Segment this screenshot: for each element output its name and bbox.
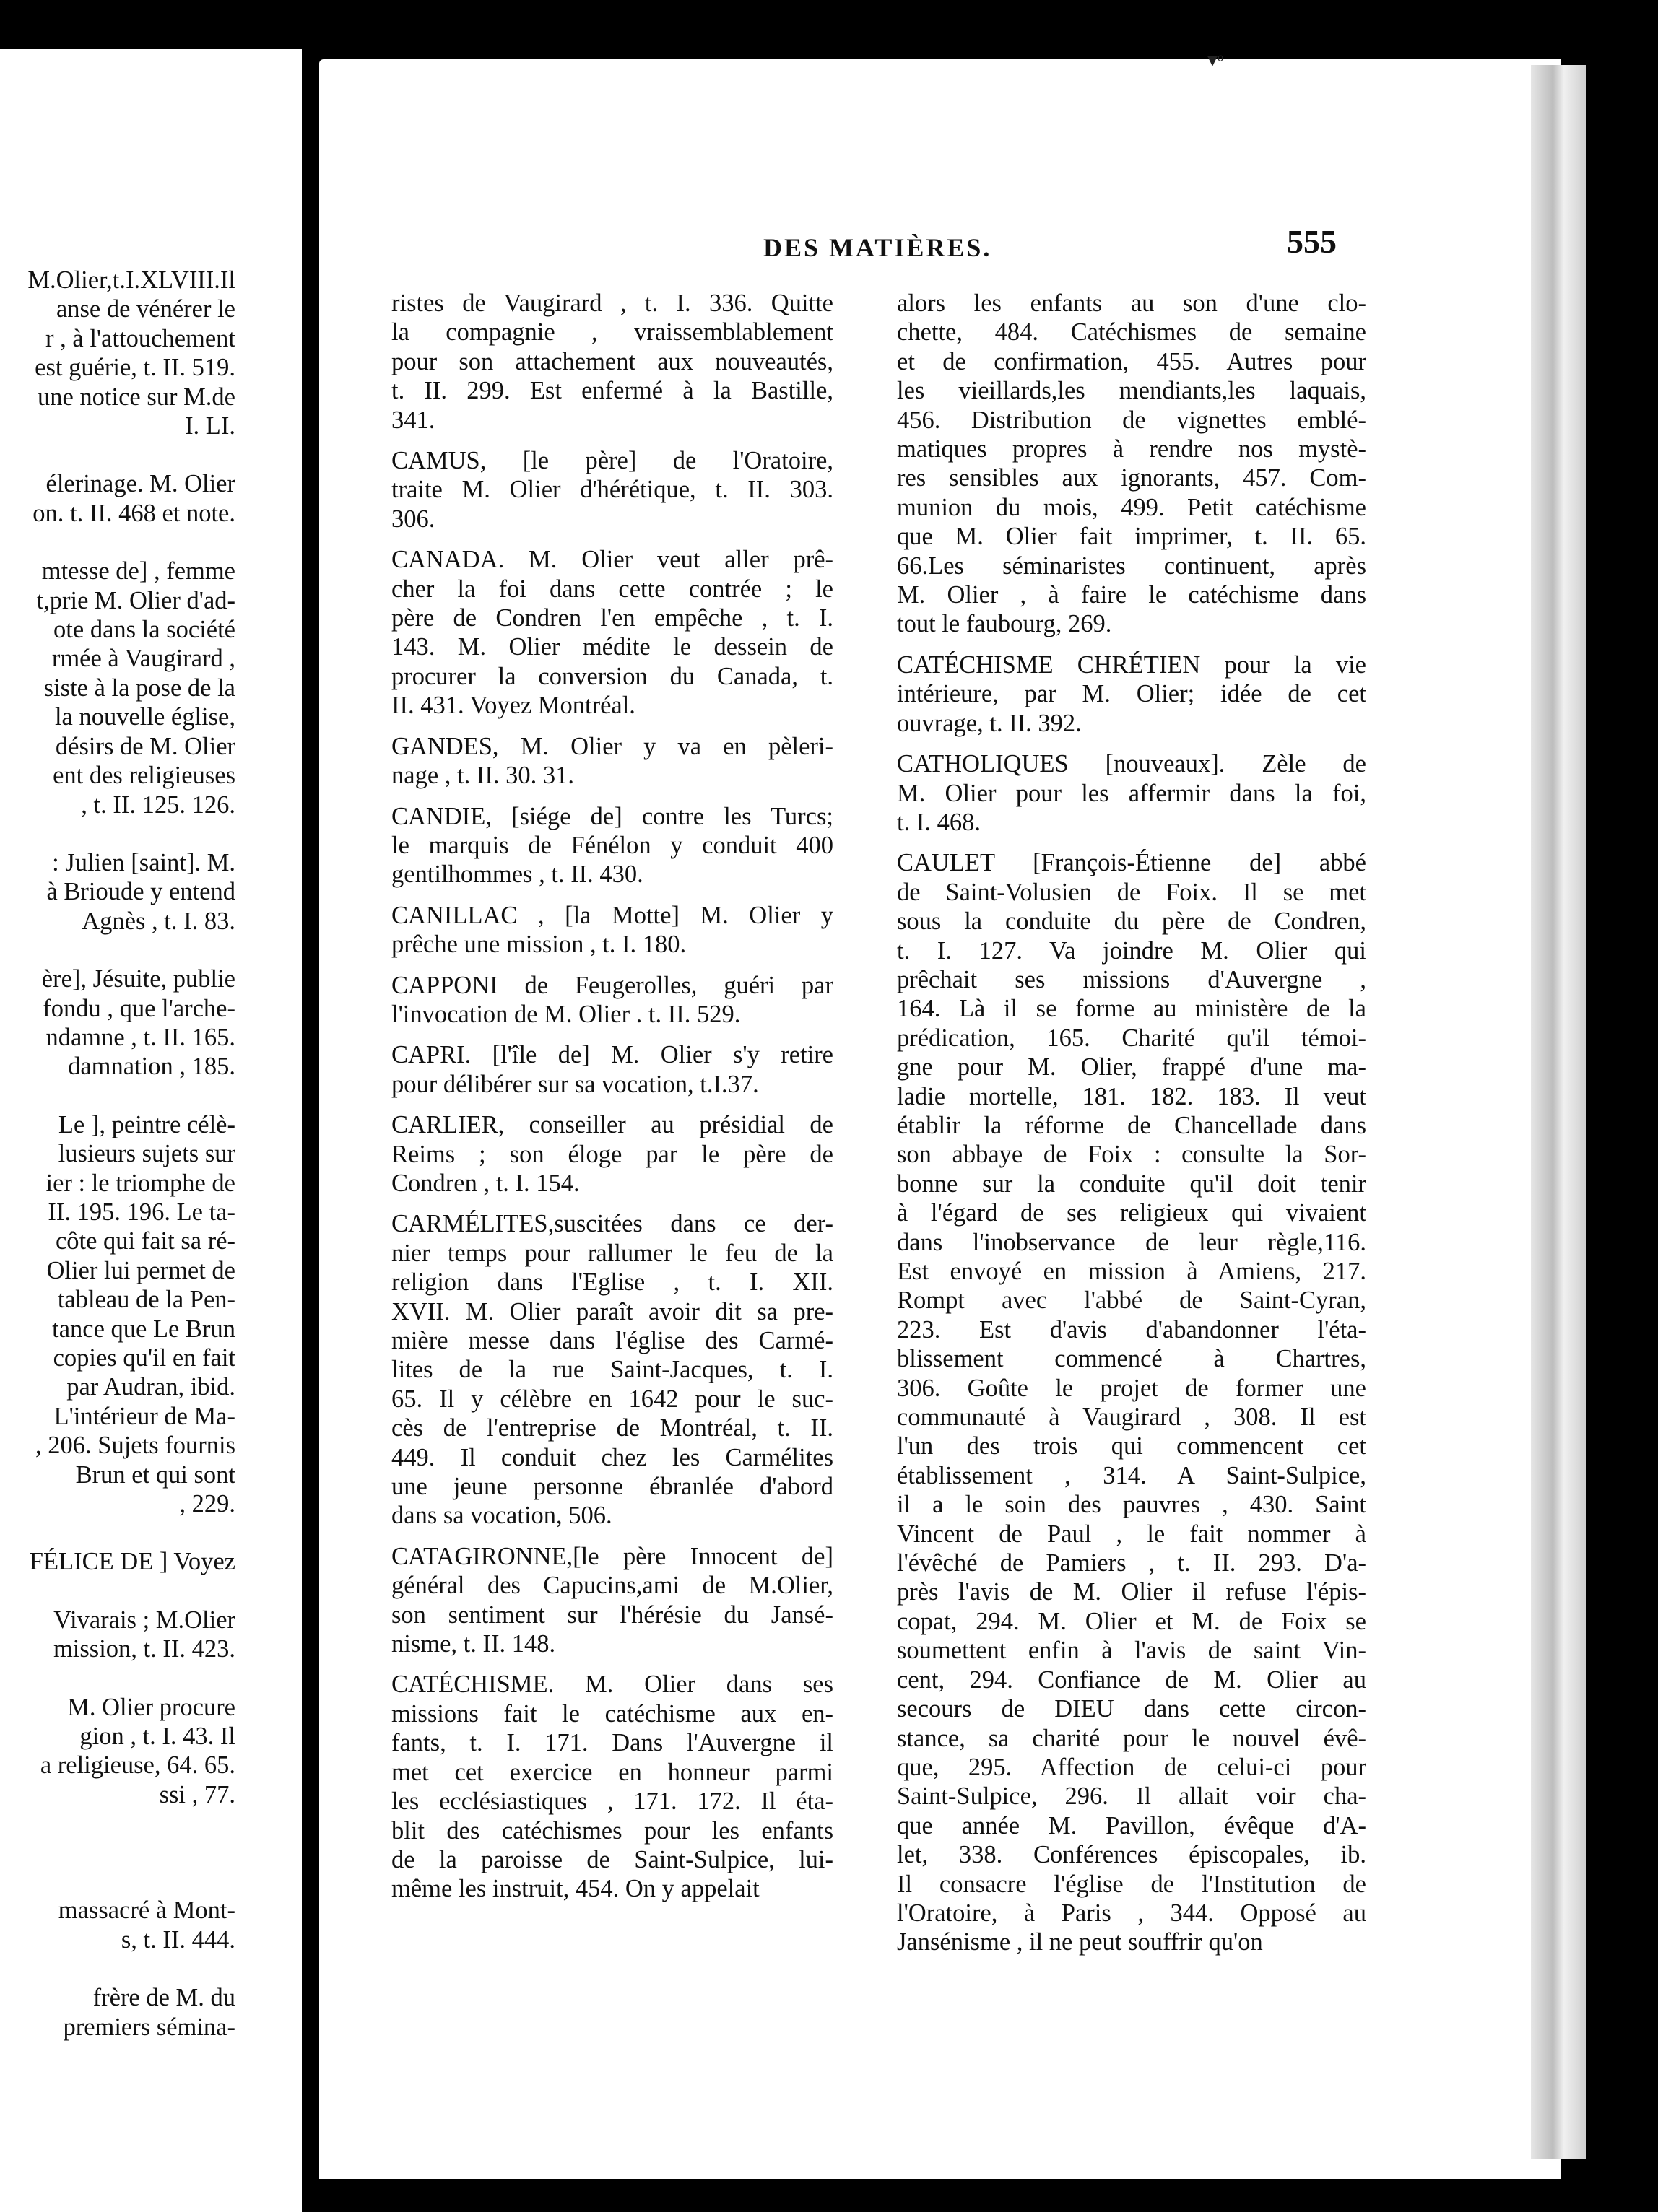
left-column-line-text: Brun et qui sont [75, 1460, 235, 1489]
left-column-line [0, 295, 235, 323]
index-entry [897, 289, 1366, 639]
left-column-line-text: tableau de la Pen- [57, 1286, 235, 1314]
left-column-line-text: élerinage. M. Olier [45, 470, 235, 498]
left-column-line [0, 324, 235, 353]
left-column-line [0, 499, 235, 528]
left-column-line-text: gion , t. I. 43. Il [79, 1723, 235, 1751]
index-entry-line: général des Capucins,ami de M.Olier, [391, 1572, 833, 1600]
left-column-line-text: a religieuse, 64. 65. [40, 1751, 235, 1780]
left-column-line [0, 994, 235, 1023]
index-entry-line: Jansénisme , il ne peut souffrir qu'on [897, 1928, 1263, 1956]
index-entry-line: matiques propres à rendre nos mystè- [897, 435, 1366, 463]
index-entry [391, 901, 833, 959]
left-column [0, 266, 235, 2042]
left-column-line [0, 1925, 235, 1954]
left-column-line-text: à Brioude y entend [46, 878, 235, 906]
index-entry-line: blissement commencé à Chartres, [897, 1345, 1366, 1373]
left-column-line-text: une notice sur M.de [37, 383, 235, 411]
index-entry-line: ristes de Vaugirard , t. I. 336. Quitte [391, 289, 833, 317]
left-column-line [0, 557, 235, 585]
index-entry-line: CATÉCHISME CHRÉTIEN pour la vie [897, 650, 1366, 679]
left-column-line [0, 1606, 235, 1634]
left-column-line-text: anse de vénérer le [56, 295, 235, 323]
left-column-line [0, 615, 235, 644]
index-entry-line: l'invocation de M. Olier . t. II. 529. [391, 1000, 741, 1028]
index-entry-line: intérieure, par M. Olier; idée de cet [897, 680, 1366, 708]
left-column-line-text: par Audran, ibid. [66, 1373, 235, 1401]
left-column-gap [0, 1954, 235, 1983]
left-column-line [0, 1372, 235, 1401]
index-entry-line: que année M. Pavillon, évêque d'A- [897, 1811, 1366, 1839]
index-entry-line: 164. Là il se forme au ministère de la [897, 995, 1366, 1023]
index-entry-line: 306. Goûte le projet de former une [897, 1374, 1366, 1402]
left-column-line [0, 1693, 235, 1722]
index-entry-line: sous la conduite du père de Condren, [897, 907, 1366, 936]
index-entry-line: dans l'inobservance de leur règle,116. [897, 1228, 1366, 1256]
index-entry-line: lites de la rue Saint-Jacques, t. I. [391, 1356, 833, 1384]
index-entry-line: pour délibérer sur sa vocation, t.I.37. [391, 1070, 759, 1098]
index-entry-line: CAPRI. [l'île de] M. Olier s'y retire [391, 1041, 833, 1069]
page-edge [1531, 65, 1586, 2159]
index-entry [897, 848, 1366, 1956]
left-column-line [0, 1169, 235, 1198]
left-column-line [0, 1489, 235, 1518]
left-column-line [0, 877, 235, 906]
index-entry-line: de la paroisse de Saint-Sulpice, lui- [391, 1845, 833, 1873]
left-column-line [0, 383, 235, 412]
index-entry-line: 66.Les séminaristes continuent, après [897, 552, 1366, 580]
index-entry-line: et de confirmation, 455. Autres pour [897, 347, 1366, 375]
index-entry-line: tout le faubourg, 269. [897, 610, 1112, 638]
index-entry-line: l'Oratoire, à Paris , 344. Opposé au [897, 1899, 1366, 1927]
index-entry-line: CATÉCHISME. M. Olier dans ses [391, 1671, 833, 1699]
left-column-line [0, 1256, 235, 1285]
left-column-line-text: la nouvelle église, [54, 703, 235, 731]
index-entry-line: CARMÉLITES,suscitées dans ce der- [391, 1210, 833, 1238]
left-column-line-text: mtesse de] , femme [41, 557, 235, 585]
left-column-line [0, 1431, 235, 1460]
index-entry-line: procurer la conversion du Canada, t. [391, 662, 833, 690]
index-entry-line: CARLIER, conseiller au présidial de [391, 1111, 833, 1139]
index-entry-line: CATHOLIQUES [nouveaux]. Zèle de [897, 750, 1366, 778]
index-entry-line: l'évêché de Pamiers , t. II. 293. D'a- [897, 1549, 1366, 1577]
left-column-gap [0, 1081, 235, 1110]
index-entry-line: même les instruit, 454. On y appelait [391, 1875, 760, 1903]
left-column-line [0, 1110, 235, 1139]
index-entry-line: Est envoyé en mission à Amiens, 217. [897, 1258, 1366, 1285]
left-column-line-text: ote dans la société [53, 616, 235, 644]
right-page [319, 59, 1561, 2179]
left-column-line-text: ère], Jésuite, publie [41, 965, 235, 993]
left-column-line [0, 266, 235, 295]
index-entry-line: t. I. 127. Va joindre M. Olier qui [897, 936, 1366, 965]
left-column-gap [0, 1838, 235, 1867]
index-entry-line: copat, 294. M. Olier et M. de Foix se [897, 1607, 1366, 1635]
index-entry-line: CANADA. M. Olier veut aller prê- [391, 546, 833, 574]
index-entry-line: son sentiment sur l'hérésie du Jansé- [391, 1601, 833, 1629]
index-entry [391, 1542, 833, 1659]
index-entry-line: que, 295. Affection de celui-ci pour [897, 1753, 1366, 1781]
left-column-line [0, 1983, 235, 2012]
index-entry-line: t. II. 299. Est enfermé à la Bastille, [391, 377, 833, 405]
index-entry [391, 289, 833, 435]
index-entry-line: Il consacre l'église de l'Institution de [897, 1870, 1366, 1898]
left-column-line [0, 1751, 235, 1780]
left-column-gap [0, 440, 235, 469]
left-column-line [0, 1402, 235, 1431]
page-number: 555 [1287, 223, 1337, 260]
index-entry [391, 1040, 833, 1099]
left-column-line [0, 1285, 235, 1314]
index-entry-line: nage , t. II. 30. 31. [391, 762, 574, 790]
left-column-gap [0, 1664, 235, 1693]
index-entry-line: les vieillards,les mendiants,les laquais, [897, 377, 1366, 405]
index-entry-line: pour son attachement aux nouveautés, [391, 347, 833, 375]
index-entry-line: CANDIE, [siége de] contre les Turcs; [391, 802, 833, 830]
left-column-line [0, 791, 235, 819]
left-column-line-text: r , à l'attouchement [45, 324, 235, 352]
left-column-line [0, 644, 235, 673]
index-entry [391, 732, 833, 791]
left-column-line [0, 2013, 235, 2042]
left-column-line-text: Vivarais ; M.Olier [53, 1606, 235, 1634]
running-head: DES MATIÈRES. [763, 233, 992, 262]
left-column-line-text: , t. II. 125. 126. [81, 791, 235, 819]
index-entry-line: 223. Est d'avis d'abandonner l'éta- [897, 1315, 1366, 1344]
index-entry-line: gne pour M. Olier, frappé d'une ma- [897, 1053, 1366, 1081]
left-column-line [0, 1896, 235, 1925]
index-entry-line: soumettent enfin à l'avis de saint Vin- [897, 1637, 1366, 1665]
index-entry-line: ouvrage, t. II. 392. [897, 709, 1082, 737]
index-entry-line: II. 431. Voyez Montréal. [391, 692, 635, 720]
index-entry-line: missions fait le catéchisme aux en- [391, 1699, 833, 1728]
left-column-line [0, 1315, 235, 1344]
index-entry-line: Vincent de Paul , le fait nommer à [897, 1520, 1366, 1548]
index-entry-line: père de Condren l'en empêche , t. I. [391, 604, 833, 632]
left-page [0, 49, 302, 2212]
left-column-line-text: premiers sémina- [63, 2013, 235, 2041]
index-entry-line: 449. Il conduit chez les Carmélites [391, 1443, 833, 1471]
index-entry-line: cès de l'entreprise de Montréal, t. II. [391, 1414, 833, 1442]
index-entry-line: ladie mortelle, 181. 182. 183. Il veut [897, 1082, 1366, 1110]
left-column-line-text: côte qui fait sa ré- [55, 1227, 235, 1255]
index-entry [391, 1110, 833, 1198]
left-column-line [0, 1460, 235, 1489]
index-entry-line: blit des catéchismes pour les enfants [391, 1816, 833, 1845]
index-entry-line: traite M. Olier d'hérétique, t. II. 303. [391, 476, 833, 504]
index-entry-line: l'un des trois qui commencent cet [897, 1432, 1366, 1460]
index-entry-line: Saint-Sulpice, 296. Il allait voir cha- [897, 1782, 1366, 1811]
index-entry-line: cent, 294. Confiance de M. Olier au [897, 1665, 1366, 1694]
left-column-line-text: frère de M. du [92, 1984, 235, 2012]
index-entry-line: res sensibles aux ignorants, 457. Com- [897, 464, 1366, 492]
index-entry-line: t. I. 468. [897, 808, 981, 836]
index-entry-line: CAMUS, [le père] de l'Oratoire, [391, 447, 833, 475]
left-column-gap [0, 1867, 235, 1896]
left-column-line-text: M. Olier procure [67, 1693, 235, 1721]
left-column-line-text: ndamne , t. II. 165. [45, 1023, 235, 1051]
left-column-line-text: on. t. II. 468 et note. [32, 499, 235, 527]
index-entry-line: mière messe dans l'église des Carmé- [391, 1327, 833, 1354]
index-entry-line: chette, 484. Catéchismes de semaine [897, 318, 1366, 347]
left-column-gap [0, 1577, 235, 1606]
index-entry-line: 306. [391, 505, 435, 533]
left-column-line [0, 469, 235, 498]
index-entry-line: let, 338. Conférences épiscopales, ib. [897, 1841, 1366, 1869]
index-entry-line: nier temps pour rallumer le feu de la [391, 1239, 833, 1267]
index-entry-line: établissement , 314. A Saint-Sulpice, [897, 1461, 1366, 1489]
index-entry-line: prêchait ses missions d'Auvergne , [897, 965, 1366, 993]
left-column-line-text: rmée à Vaugirard , [51, 645, 235, 673]
left-column-line [0, 1722, 235, 1751]
left-column-line-text: mission, t. II. 423. [53, 1635, 235, 1663]
index-entry-line: une jeune personne ébranlée d'abord [391, 1473, 833, 1501]
index-entry [391, 545, 833, 720]
left-column-line [0, 1547, 235, 1576]
left-column-line [0, 761, 235, 790]
left-column-line-text: copies qu'il en fait [53, 1344, 235, 1372]
index-entry-line: CAPPONI de Feugerolles, guéri par [391, 971, 833, 999]
index-entry-line: la compagnie , vraissemblablement [391, 318, 833, 347]
index-entry [391, 1670, 833, 1903]
index-entry-line: communauté à Vaugirard , 308. Il est [897, 1403, 1366, 1432]
left-column-line [0, 1227, 235, 1255]
left-column-line-text: massacré à Mont- [58, 1897, 235, 1925]
index-entry-line: 65. Il y célèbre en 1642 pour le suc- [391, 1385, 833, 1413]
left-column-line-text: FÉLICE DE ] Voyez [29, 1548, 235, 1576]
index-entry-line: Condren , t. I. 154. [391, 1169, 580, 1197]
index-entry-line: fants, t. I. 171. Dans l'Auvergne il [391, 1729, 833, 1757]
index-entry-line: de Saint-Volusien de Foix. Il se met [897, 878, 1366, 906]
left-column-line-text: , 206. Sujets fournis [35, 1432, 235, 1460]
index-entry-line: prédication, 165. Charité qu'il témoi- [897, 1024, 1366, 1052]
left-column-line-text: Le ], peintre célè- [58, 1110, 235, 1138]
index-entry-line: cher la foi dans cette contrée ; le [391, 575, 833, 603]
left-column-gap [0, 1809, 235, 1838]
left-column-line-text: I. LI. [185, 412, 235, 440]
index-entry-line: 456. Distribution de vignettes emblé- [897, 406, 1366, 434]
index-entry-line: stance, sa charité pour le nouvel évê- [897, 1724, 1366, 1752]
left-column-line-text: fondu , que l'arche- [43, 994, 235, 1022]
left-column-line-text: désirs de M. Olier [55, 732, 235, 760]
left-column-line-text: tance que Le Brun [52, 1315, 235, 1343]
left-column-line [0, 848, 235, 877]
index-entry-line: Rompt avec l'abbé de Saint-Cyran, [897, 1286, 1366, 1315]
index-entry-line: le marquis de Fénélon y conduit 400 [391, 831, 833, 859]
left-column-line [0, 1634, 235, 1663]
index-entry-line: 341. [391, 406, 435, 434]
index-entry-line: nisme, t. II. 148. [391, 1630, 556, 1658]
left-column-line [0, 1139, 235, 1168]
left-column-line-text: t,prie M. Olier d'ad- [36, 586, 235, 614]
left-column-line [0, 674, 235, 702]
left-column-line [0, 702, 235, 731]
left-column-line-text: s, t. II. 444. [121, 1925, 235, 1954]
index-entry [897, 749, 1366, 837]
left-column-line-text: L'intérieur de Ma- [53, 1402, 235, 1430]
left-column-line-text: damnation , 185. [68, 1053, 235, 1081]
left-column-line-text: II. 195. 196. Le ta- [48, 1198, 235, 1226]
left-column-line [0, 1344, 235, 1372]
index-entry-line: XVII. M. Olier paraît avoir dit sa pre- [391, 1297, 833, 1325]
left-column-line-text: lusieurs sujets sur [58, 1140, 235, 1168]
index-entry-line: bonne sur la conduite qu'il doit tenir [897, 1170, 1366, 1198]
index-entry-line: munion du mois, 499. Petit catéchisme [897, 493, 1366, 521]
index-entry-line: gentilhommes , t. II. 430. [391, 861, 643, 889]
left-column-gap [0, 1518, 235, 1547]
index-entry-line: il a le soin des pauvres , 430. Saint [897, 1491, 1366, 1519]
index-entry-line: CAULET [François-Étienne de] abbé [897, 849, 1366, 877]
left-column-line-text: M.Olier,t.I.XLVIII.Il [27, 266, 235, 294]
left-column-gap [0, 819, 235, 848]
left-column-line-text: ent des religieuses [53, 762, 235, 790]
left-column-gap [0, 936, 235, 965]
index-entry-line: met cet exercice en honneur parmi [391, 1758, 833, 1786]
index-entry-line: 143. M. Olier médite le dessein de [391, 633, 833, 661]
left-column-line [0, 907, 235, 936]
corner-mark: ▾ᵒ [1207, 49, 1224, 71]
left-column-line-text: est guérie, t. II. 519. [35, 354, 235, 382]
index-entry-line: CATAGIRONNE,[le père Innocent de] [391, 1542, 833, 1570]
index-entry-line: M. Olier pour les affermir dans la foi, [897, 779, 1366, 807]
left-column-line-text: ier : le triomphe de [45, 1169, 235, 1197]
right-column [897, 289, 1366, 1969]
middle-column [391, 289, 833, 1915]
index-entry [897, 650, 1366, 738]
index-entry [391, 971, 833, 1029]
left-column-line [0, 1780, 235, 1809]
left-column-line [0, 1023, 235, 1052]
left-column-line-text: : Julien [saint]. M. [52, 848, 235, 876]
left-column-line [0, 732, 235, 761]
index-entry-line: M. Olier , à faire le catéchisme dans [897, 581, 1366, 609]
left-column-line-text: Agnès , t. I. 83. [82, 907, 235, 935]
index-entry-line: à l'égard de ses religieux qui vivaient [897, 1199, 1366, 1227]
index-entry-line: alors les enfants au son d'une clo- [897, 289, 1366, 317]
index-entry-line: dans sa vocation, 506. [391, 1502, 612, 1530]
index-entry-line: CANILLAC , [la Motte] M. Olier y [391, 901, 833, 929]
index-entry [391, 1209, 833, 1530]
left-column-line [0, 965, 235, 993]
index-entry [391, 802, 833, 889]
index-entry-line: que M. Olier fait imprimer, t. II. 65. [897, 523, 1366, 551]
index-entry [391, 446, 833, 534]
index-entry-line: près l'avis de M. Olier il refuse l'épis- [897, 1578, 1366, 1606]
index-entry-line: son abbaye de Foix : consulte la Sor- [897, 1141, 1366, 1169]
index-entry-line: GANDES, M. Olier y va en pèleri- [391, 732, 833, 760]
index-entry-line: prêche une mission , t. I. 180. [391, 931, 687, 959]
left-column-line-text: Olier lui permet de [46, 1256, 235, 1284]
left-column-line [0, 1198, 235, 1227]
index-entry-line: établir la réforme de Chancellade dans [897, 1111, 1366, 1139]
left-column-line [0, 1052, 235, 1081]
index-entry-line: secours de DIEU dans cette circon- [897, 1695, 1366, 1723]
index-entry-line: Reims ; son éloge par le père de [391, 1140, 833, 1168]
left-column-gap [0, 528, 235, 557]
left-column-line [0, 586, 235, 615]
index-entry-line: religion dans l'Eglise , t. I. XII. [391, 1268, 833, 1297]
left-column-line-text: ssi , 77. [159, 1780, 235, 1808]
left-column-line [0, 353, 235, 382]
left-column-line-text: siste à la pose de la [43, 674, 235, 702]
index-entry-line: les ecclésiastiques , 171. 172. Il éta- [391, 1788, 833, 1816]
left-column-line [0, 412, 235, 440]
left-column-line-text: , 229. [179, 1490, 235, 1518]
